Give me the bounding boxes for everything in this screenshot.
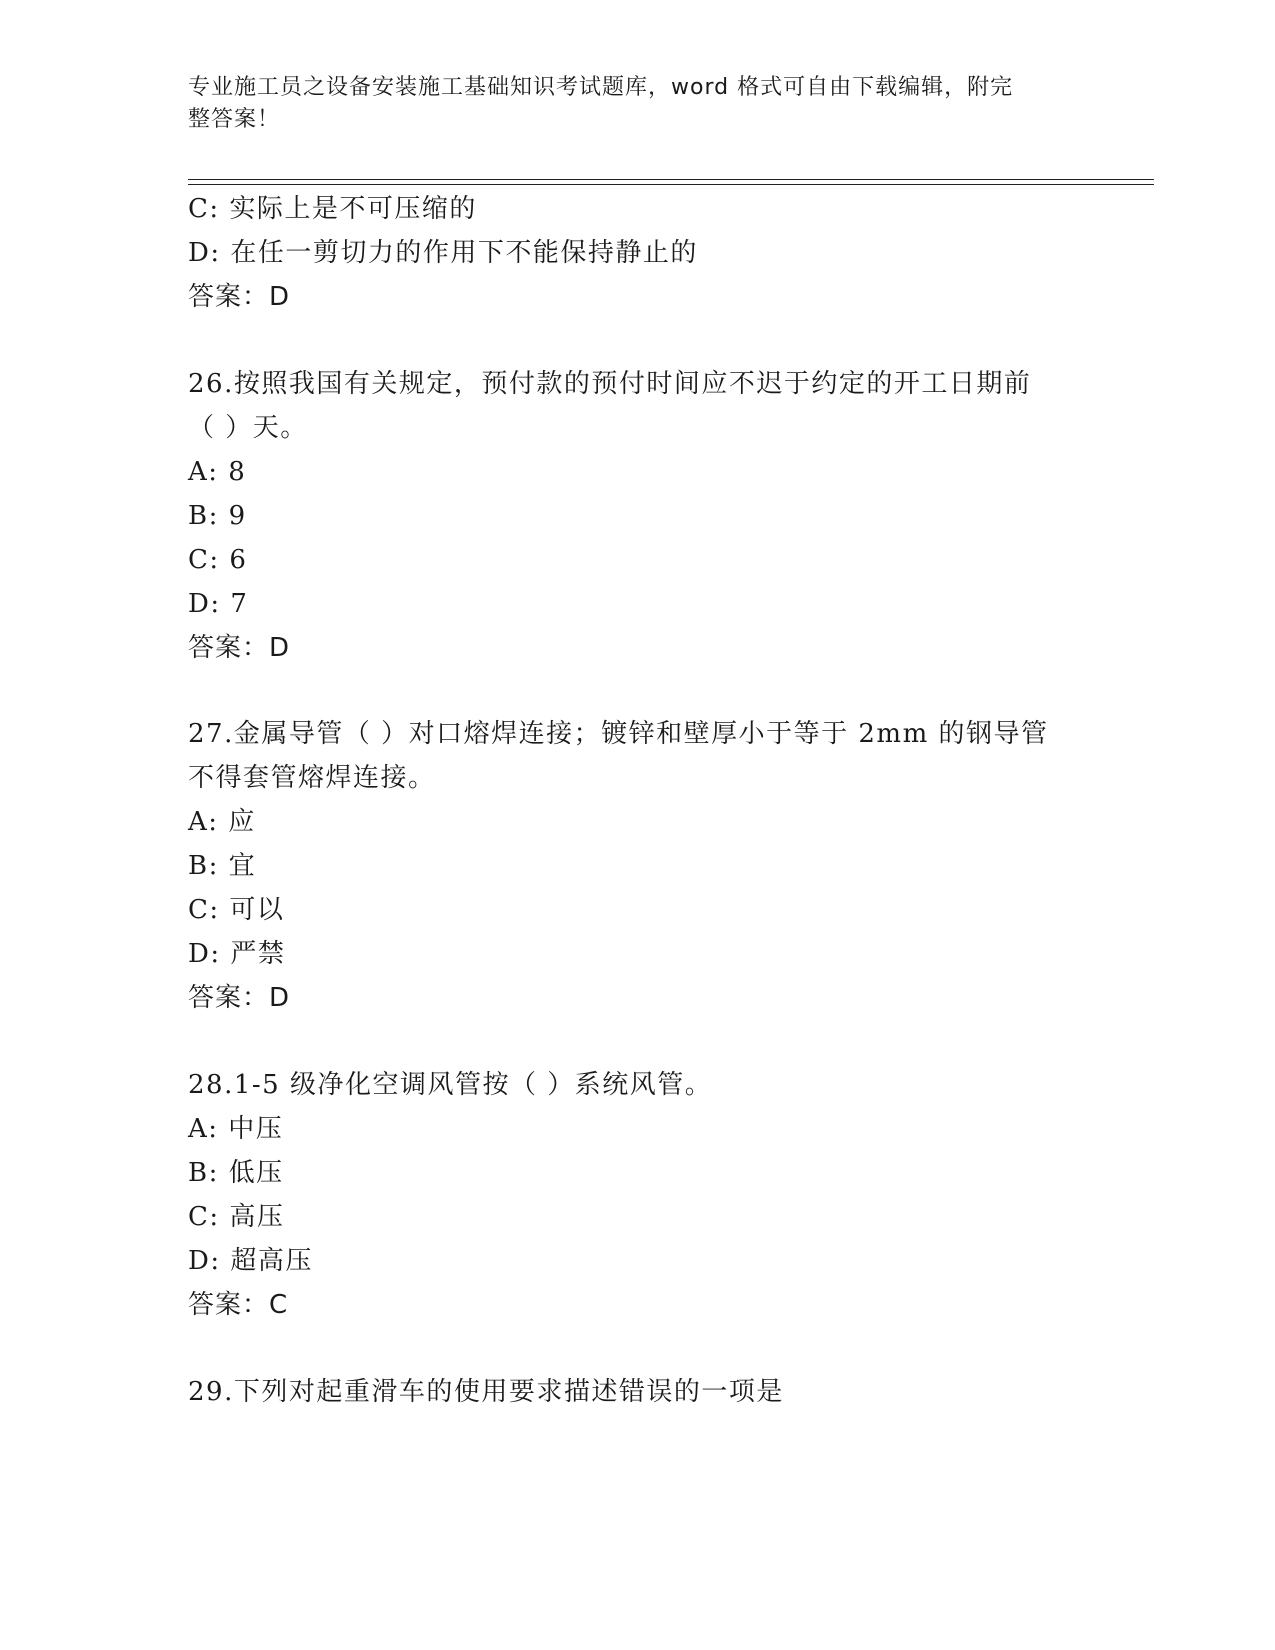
q25-answer: 答案：D xyxy=(188,282,291,312)
header-line-1: 专业施工员之设备安装施工基础知识考试题库，word 格式可自由下载编辑，附完 xyxy=(188,75,1014,100)
q27-answer: 答案：D xyxy=(188,983,291,1013)
q28-option-b: B: 低压 xyxy=(188,1158,284,1188)
q27-option-d: D: 严禁 xyxy=(188,939,286,969)
header-line-2: 整答案！ xyxy=(188,107,281,132)
q25-option-c: C: 实际上是不可压缩的 xyxy=(188,194,477,224)
document-header xyxy=(188,72,1068,136)
q26-option-b: B: 9 xyxy=(188,501,247,531)
q28-answer: 答案：C xyxy=(188,1290,289,1320)
q26-stem-line-1: 26.按照我国有关规定，预付款的预付时间应不迟于约定的开工日期前 xyxy=(188,369,1032,399)
q26-option-d: D: 7 xyxy=(188,589,249,619)
q27-stem-line-2: 不得套管熔焊连接。 xyxy=(188,763,436,793)
header-divider-top xyxy=(188,179,1154,180)
q28-stem-line-1: 28.1-5 级净化空调风管按（ ）系统风管。 xyxy=(188,1070,713,1100)
q26-stem-line-2: （ ）天。 xyxy=(188,413,308,443)
q28-option-a: A: 中压 xyxy=(188,1114,284,1144)
q28-option-c: C: 高压 xyxy=(188,1202,285,1232)
q26-answer: 答案：D xyxy=(188,633,291,663)
q27-option-a: A: 应 xyxy=(188,807,256,837)
q25-option-d: D: 在任一剪切力的作用下不能保持静止的 xyxy=(188,238,698,268)
q27-stem-line-1: 27.金属导管（ ）对口熔焊连接；镀锌和壁厚小于等于 2mm 的钢导管 xyxy=(188,719,1049,749)
header-divider-bottom xyxy=(188,184,1154,185)
q26-option-c: C: 6 xyxy=(188,545,248,575)
q26-option-a: A: 8 xyxy=(188,457,247,487)
q29-stem-line-1: 29.下列对起重滑车的使用要求描述错误的一项是 xyxy=(188,1377,784,1407)
q28-option-d: D: 超高压 xyxy=(188,1246,313,1276)
q27-option-c: C: 可以 xyxy=(188,895,285,925)
q27-option-b: B: 宜 xyxy=(188,851,257,881)
